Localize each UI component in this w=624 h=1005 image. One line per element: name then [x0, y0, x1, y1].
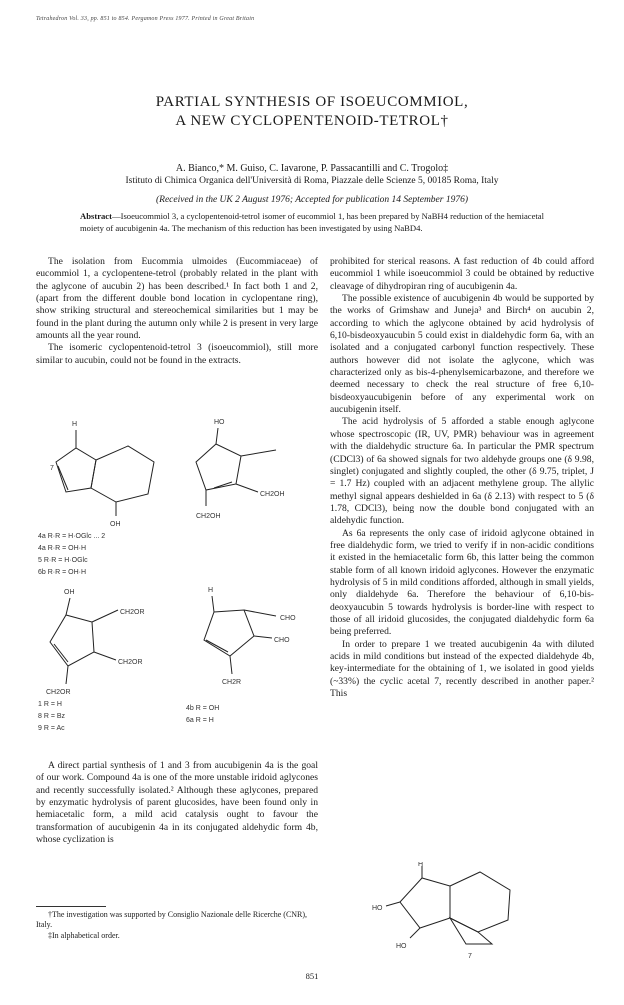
footnotes — [36, 910, 318, 941]
legend-2-line4: 6b R·R = OH·H — [38, 569, 87, 576]
affiliation: Istituto di Chimica Organica dell'Università di Roma, Piazzale delle Scienze 5, 00185 Roma, Italy — [125, 176, 499, 186]
paragraph-prepare-1: In order to prepare 1 we treated aucubigenin 4a with diluted acids in mild conditions but instead of the expected dialdehyde 4b, key-intermediate for the obtaining of 1, we isolated in good yields (~33%) the cyclic acetal 7, recently described in another paper.² This — [330, 638, 594, 700]
right-column — [330, 256, 594, 700]
cyclopentene-ring-4b — [204, 610, 254, 656]
label-ch2r-4b: CH2R — [222, 679, 242, 686]
legend-2-line3: 5 R·R = H·OGlc — [38, 557, 88, 564]
label-ch2oh-3b: CH2OH — [196, 513, 221, 520]
footnote-alphabetical: ‡In alphabetical order. — [48, 930, 120, 940]
legend-4b-line2: 6a R = H — [186, 717, 214, 724]
abstract-text: —Isoeucommiol 3, a cyclopentenoid-tetrol isomer of eucommiol 1, has been prepared by NaBH4 reduction of the hemiacetal moiety of aucubigenin 4a. The mechanism of this reduction has been investigated by using NaBD4. — [80, 211, 544, 233]
paragraph-only-case: As 6a represents the only case of iridoid aglycone obtained in free dialdehydic form, we tried to verify if in non-acidic conditions it existed in the hemiacetalic form 6b, this latter being the common stable form of all known iridoid aglycones. However the enzymatic hydrolysis of 5 in mild conditions afforded, although in small yields, only dialdehyde 6a. Therefore the behaviour of 6,10-bis-deoxyaucubin 5 towards hydrolysis is border-line with respect to those of all iridoid glucosides, the conjugated dialdehydic form 6a being preferred. — [330, 527, 594, 638]
label-oh-1: OH — [64, 589, 75, 596]
journal-header-line: Tetrahedron Vol. 33, pp. 851 to 854. Pergamon Press 1977. Printed in Great Britain — [36, 16, 255, 22]
label-ch2or-1b: CH2OR — [118, 659, 143, 666]
legend-1-line1: 1 R = H — [38, 701, 62, 708]
label-h-7: H — [418, 862, 424, 868]
paragraph-isoeucommiol: The isomeric cyclopentenoid-tetrol 3 (isoeucommiol), still more similar to aucubin, could not be found in the extracts. — [36, 342, 318, 366]
label-oh-2: OH — [110, 521, 121, 528]
label-ch2or-1c: CH2OR — [46, 689, 71, 696]
abstract — [80, 211, 544, 234]
label-ho-7b: HO — [396, 943, 407, 950]
left-column-bottom — [36, 760, 318, 846]
paragraph-acid-hydrolysis: The acid hydrolysis of 5 afforded a stable enough aglycone whose spectroscopic (IR, UV, PMR) behaviour was in agreement with the dialdehydic structure 6a. In particular the PMR spectrum (CDCl3) of 6a showed signals for two aldehyde groups one (δ 9.98, singlet) conjugated and slightly coupled, the other (δ 9.75, triplet, J = 1.7 Hz) coupled with an adjacent methylene group. The allylic methyl signal appears deshielded in 6a (δ 2.13) with respect to 5 (δ 1.78, CDCl3), being now the double bond conjugated with an aldehydic function. — [330, 416, 594, 527]
acetal-ring-7 — [450, 918, 492, 944]
paragraph-intro: The isolation from Eucommia ulmoides (Eucommiaceae) of eucommiol 1, a cyclopentene-tetrol (probably related in the plant with the aglycone of aucubin 2) has been described.¹ In fact both 1 and 2, (apart from the different double bond location in cyclopentane ring), show striking structural and stereochemical similarities but 1 may be found in the plant during the autumn only while 2 is present in very large amounts all the year round. — [36, 256, 318, 342]
legend-1-line2: 8 R = Bz — [38, 713, 66, 720]
received-dates: (Received in the UK 2 August 1976; Accepted for publication 14 September 1976) — [155, 195, 469, 205]
author-list: A. Bianco,* M. Guiso, C. Iavarone, P. Passacantilli and C. Trogolo‡ — [175, 163, 449, 174]
paragraph-existence-4b: The possible existence of aucubigenin 4b would be supported by the works of Grimshaw and Juneja³ and Birch⁴ on aucubin 2, according to which the aglycone obtained by acid hydrolysis of 6,10-bisdeoxyaucubin 5 could exist in dialdehydic form 6a, with an isolated and a conjugated carbonyl function respectively. These authors however did not isolate the aglycone, which was characterized only as bis-4-phenylsemicarbazone, and therefore we deemed necessary to check the real structure of free 6,10-bisdeoxyaucubigenin before of any experimental work on aucubigenin itself. — [330, 293, 594, 416]
label-seven: 7 — [50, 465, 54, 472]
chemical-structures-figure — [36, 410, 318, 745]
label-seven-7: 7 — [468, 953, 472, 960]
label-ch2or-1a: CH2OR — [120, 609, 145, 616]
abstract-label: Abstract — [80, 211, 112, 221]
label-cho-4b-b: CHO — [274, 637, 290, 644]
label-h-top: H — [72, 421, 78, 428]
pyran-ring-2 — [91, 446, 154, 502]
footnote-funding: †The investigation was supported by Consiglio Nazionale delle Ricerche (CNR), Italy. — [36, 910, 308, 930]
label-cho-4b-a: CHO — [280, 615, 296, 622]
legend-2-line1: 4a R·R = H·OGlc ... 2 — [38, 533, 106, 540]
cyclopentane-ring-7 — [400, 878, 450, 928]
label-ho-7a: HO — [372, 905, 383, 912]
paper-title-line-2: A NEW CYCLOPENTENOID-TETROL† — [175, 113, 449, 129]
paragraph-synthesis-goal: A direct partial synthesis of 1 and 3 from aucubigenin 4a is the goal of our work. Compound 4a is one of the more unstable iridoid aglycones and recently successfully isolated.² Although these aglycones, prepared by enzymatic hydrolysis of parent glucosides, have been found only in hemiacetalic form, a mild acid catalysis ought to favour the transformation of aucubigenin 4a in its conjugated aldehydic form 4b, whose cyclization is — [36, 760, 318, 846]
cyclopentene-ring-3 — [196, 444, 241, 490]
legend-1-line3: 9 R = Ac — [38, 725, 65, 732]
legend-2-line2: 4a R·R = OH·H — [38, 545, 87, 552]
label-r-4b: H — [208, 587, 214, 594]
cyclopentene-ring-1 — [50, 615, 94, 666]
paper-title-line-1: PARTIAL SYNTHESIS OF ISOEUCOMMIOL, — [155, 94, 469, 110]
legend-4b-line1: 4b R = OH — [186, 705, 220, 712]
structure-7-figure — [370, 862, 570, 962]
paragraph-prohibited: prohibited for sterical reasons. A fast reduction of 4b could afford eucommiol 1 while isoeucommiol 3 could be obtained by reductive cleavage of dihydropiran ring of aucubigenin 4a. — [330, 256, 594, 292]
label-ho-3: HO — [214, 419, 225, 426]
label-ch2oh-3a: CH2OH — [260, 491, 285, 498]
footnote-rule — [36, 906, 106, 907]
left-column-top — [36, 256, 318, 367]
cyclopentene-ring-2 — [56, 448, 96, 492]
page-number: 851 — [305, 971, 319, 981]
